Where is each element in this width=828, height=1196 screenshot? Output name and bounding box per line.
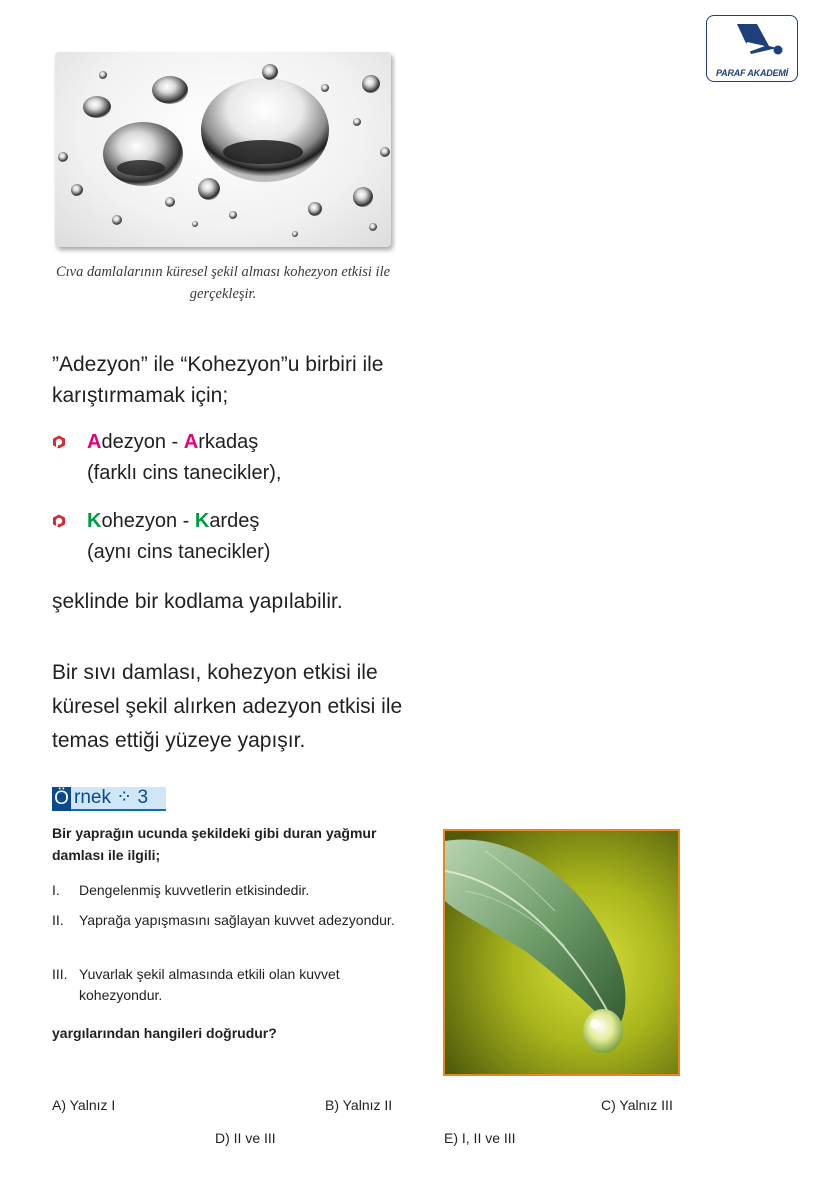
- statement-ii: [52, 910, 422, 931]
- arkadas-initial: A: [183, 431, 199, 453]
- paraf-akademi-logo: [706, 15, 798, 82]
- option-c[interactable]: C) Yalnız III: [601, 1097, 673, 1113]
- statement-number: III.: [52, 966, 68, 982]
- option-d[interactable]: D) II ve III: [215, 1130, 276, 1146]
- bullet-separator: -: [165, 431, 184, 453]
- logo-mark-icon: [707, 16, 797, 66]
- statement-number: II.: [52, 912, 64, 928]
- bullet-adezyon: [52, 427, 452, 489]
- example-heading-word: rnek: [74, 787, 111, 808]
- kardes-word-rest: ardeş: [209, 510, 260, 532]
- option-a[interactable]: A) Yalnız I: [52, 1097, 116, 1113]
- explanation-paragraph: Bir sıvı damlası, kohezyon etkisi ile küresel şekil alırken adezyon etkisi ile temas ettiği yüzeye yapışır.: [52, 661, 403, 752]
- intro-paragraph: ”Adezyon” ile “Kohezyon”u birbiri ile karıştırmamak için;: [52, 353, 384, 407]
- statement-iii: [52, 964, 422, 1006]
- example-number: 3: [137, 787, 149, 808]
- adezyon-initial: A: [87, 431, 102, 453]
- adezyon-note: (farklı cins tanecikler),: [87, 462, 282, 484]
- leaf-raindrop-image: [443, 829, 680, 1076]
- statement-i: [52, 880, 422, 901]
- statement-text: Yaprağa yapışmasını sağlayan kuvvet adezyondur.: [79, 912, 395, 928]
- kohezyon-word-rest: ohezyon: [101, 510, 178, 532]
- adezyon-word-rest: dezyon: [101, 431, 166, 453]
- mercury-droplets-image: [55, 52, 391, 247]
- coding-note: şeklinde bir kodlama yapılabilir.: [52, 590, 343, 613]
- option-b[interactable]: B) Yalnız II: [325, 1097, 393, 1113]
- option-e[interactable]: E) I, II ve III: [444, 1130, 516, 1146]
- question-stem: Bir yaprağın ucunda şekildeki gibi duran yağmur damlası ile ilgili;: [52, 825, 377, 863]
- kardes-initial: K: [194, 510, 210, 532]
- example-heading-label: [71, 787, 166, 811]
- example-heading-initial: Ö: [52, 787, 71, 811]
- hexagon-bullet-icon: [52, 514, 66, 528]
- statement-number: I.: [52, 882, 60, 898]
- example-heading-separator: ⁘: [116, 787, 133, 808]
- statement-text: Yuvarlak şekil almasında etkili olan kuvvet kohezyondur.: [79, 966, 340, 1003]
- kohezyon-initial: K: [87, 510, 102, 532]
- bullet-separator: -: [177, 510, 195, 532]
- arkadas-word-rest: rkadaş: [198, 431, 259, 453]
- hexagon-bullet-icon: [52, 435, 66, 449]
- bullet-kohezyon: [52, 506, 452, 568]
- question-prompt: yargılarından hangileri doğrudur?: [52, 1025, 277, 1041]
- figure-caption: Cıva damlalarının küresel şekil alması kohezyon etkisi ile gerçekleşir.: [55, 264, 391, 302]
- statement-text: Dengelenmiş kuvvetlerin etkisindedir.: [79, 882, 310, 898]
- logo-text: PARAF AKADEMİ: [716, 68, 788, 78]
- kohezyon-note: (aynı cins tanecikler): [87, 541, 271, 563]
